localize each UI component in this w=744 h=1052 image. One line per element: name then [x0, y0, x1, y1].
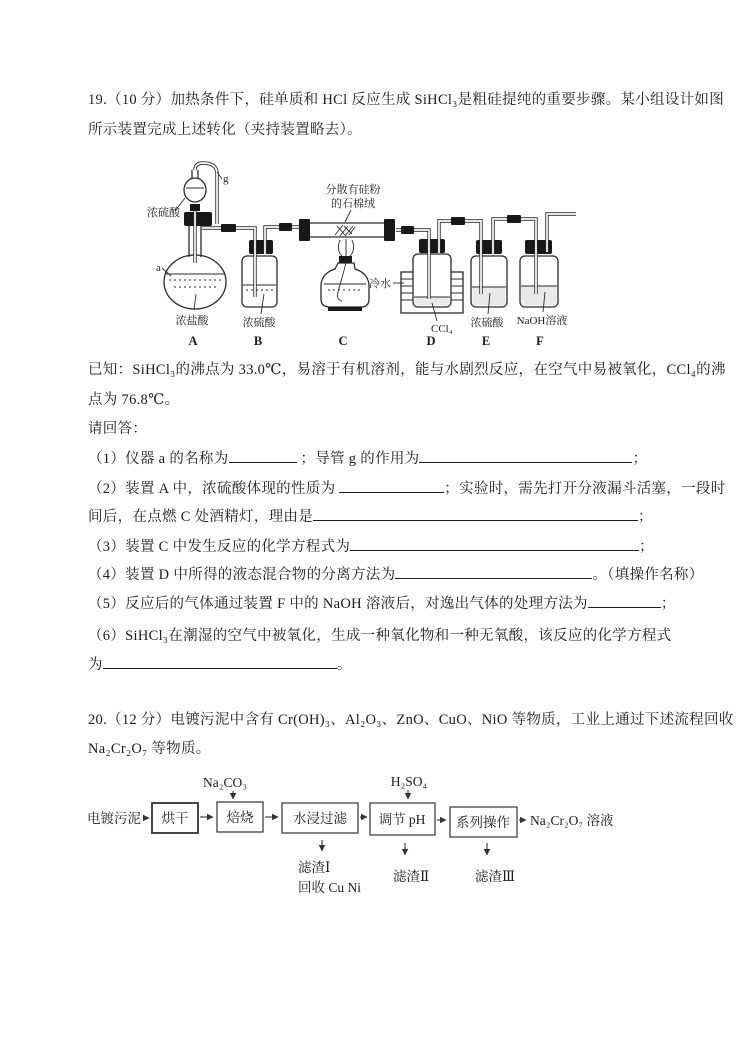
q19-intro-line1: 19.（10 分）加热条件下，硅单质和 HCl 反应生成 SiHCl₃是粗硅提纯的重要步骤。某小组设计如图: [88, 92, 725, 108]
flask-a-liquid-label: 浓盐酸: [175, 315, 209, 327]
answer-blank: [103, 655, 337, 669]
stopper-b: [249, 240, 273, 254]
bottle-f-liquid-label: NaOH溶液: [516, 315, 568, 327]
process-flowchart: [85, 765, 630, 900]
tube-g-label: g: [223, 173, 229, 185]
flow-residue3-label: 滤渣Ⅲ: [475, 869, 516, 884]
q20-intro-line1: 20.（12 分）电镀污泥中含有 Cr(OH)₃、Al₂O₃、ZnO、CuO、NiO 等物质，工业上通过下述流程回收: [88, 712, 734, 728]
answer-blank: [350, 537, 639, 551]
unit-a-letter: A: [188, 334, 198, 348]
q4-pre: （4）装置 D 中所得的液态混合物的分离方法为: [88, 567, 396, 583]
alcohol-lamp: [321, 239, 369, 311]
q20-intro-line2: Na₂Cr₂O₇ 等物质。: [88, 741, 211, 757]
answer-blank: [419, 449, 632, 463]
funnel-acid-label: 浓硫酸: [147, 207, 180, 219]
question-2-line2: [88, 507, 653, 528]
bottle-d: [413, 254, 451, 307]
flow-step-drying: 烘干: [161, 811, 189, 826]
q1-end: ；: [632, 451, 648, 467]
q19-intro-line2: 所示装置完成上述转化（夹持装置略去）。: [88, 122, 362, 138]
stopper-d: [419, 239, 445, 253]
question-5: [88, 594, 676, 615]
bottle-e-liquid-label: 浓硫酸: [470, 317, 504, 329]
answer-blank: [339, 479, 444, 493]
flow-input-label: 电镀污泥: [87, 811, 141, 826]
flask-a-tag: a: [156, 262, 161, 274]
question-6-line2: [88, 655, 352, 676]
bottle-b: [242, 256, 277, 307]
q2-mid: ；实验时，需先打开分液漏斗活塞，一段时: [444, 481, 726, 497]
q5-pre: （5）反应后的气体通过装置 F 中的 NaOH 溶液后，对逸出气体的处理方法为: [88, 596, 588, 612]
unit-b-letter: B: [253, 334, 263, 348]
tube-c-label-line2: 的石棉绒: [331, 198, 375, 210]
flow-residue1-recover-label: 回收 Cu Ni: [298, 880, 362, 895]
flow-reagent-na2co3: Na₂CO₃: [203, 775, 247, 790]
q6b-pre: 为: [88, 657, 103, 673]
q6b-end: 。: [336, 657, 352, 673]
flow-reagent-h2so4: H₂SO₄: [390, 774, 428, 789]
q2-pre: （2）装置 A 中，浓硫酸体现的性质为: [88, 481, 340, 497]
q3-pre: （3）装置 C 中发生反应的化学方程式为: [88, 539, 351, 555]
flow-step-roasting: 焙烧: [226, 810, 254, 825]
bottle-b-liquid-label: 浓硫酸: [242, 317, 276, 329]
question-2-line1: [88, 479, 726, 500]
stopper-a: [184, 212, 212, 226]
flow-residue2-label: 滤渣Ⅱ: [393, 869, 430, 884]
flow-step-leach-filter: 水浸过滤: [293, 811, 347, 826]
q2b-end: ；: [638, 509, 653, 525]
known-line2: 点为 76.8℃。: [88, 392, 180, 408]
question-1: [88, 449, 647, 470]
unit-c-letter: C: [338, 334, 348, 348]
answer-blank: [229, 449, 297, 463]
q1-pre: （1）仪器 a 的名称为: [88, 451, 229, 467]
flow-residue1-label: 滤渣Ⅰ: [298, 860, 331, 875]
bottle-d-liquid-label: CCl₄: [431, 323, 453, 335]
apparatus-diagram: [95, 160, 620, 360]
q4-end: 。（填操作名称）: [592, 567, 704, 583]
unit-d-letter: D: [426, 334, 436, 348]
q2b-pre: 间后，在点燃 C 处酒精灯，理由是: [88, 509, 314, 525]
reaction-tube-c: [303, 223, 387, 237]
unit-e-letter: E: [481, 334, 491, 348]
known-line1: 已知：SiHCl₃的沸点为 33.0℃，易溶于有机溶剂，能与水剧烈反应，在空气中易被氧化，CCl₄的沸: [88, 362, 726, 378]
answer-blank: [313, 507, 638, 521]
unit-f-letter: F: [536, 334, 544, 348]
question-3: [88, 537, 654, 558]
please-answer: 请回答：: [88, 421, 148, 437]
flow-step-adjust-ph: 调节 pH: [378, 812, 426, 827]
question-4: [88, 565, 704, 586]
answer-blank: [395, 565, 592, 579]
asbestos-wool: [335, 225, 355, 236]
tube-c-label-line1: 分散有硅粉: [325, 184, 381, 196]
bottle-f: [520, 256, 558, 307]
answer-blank: [588, 594, 661, 608]
flow-step-series-ops: 系列操作: [456, 815, 510, 830]
q1-mid: ；导管 g 的作用为: [296, 451, 420, 467]
q3-end: ；: [639, 539, 654, 555]
bath-label: 冷水: [369, 278, 391, 290]
question-6-line1: （6）SiHCl₃在潮湿的空气中被氧化，生成一种氧化物和一种无氧酸，该反应的化学方程式: [88, 628, 672, 644]
q5-end: ；: [660, 596, 676, 612]
flow-output-label: Na₂Cr₂O₇ 溶液: [530, 813, 614, 828]
